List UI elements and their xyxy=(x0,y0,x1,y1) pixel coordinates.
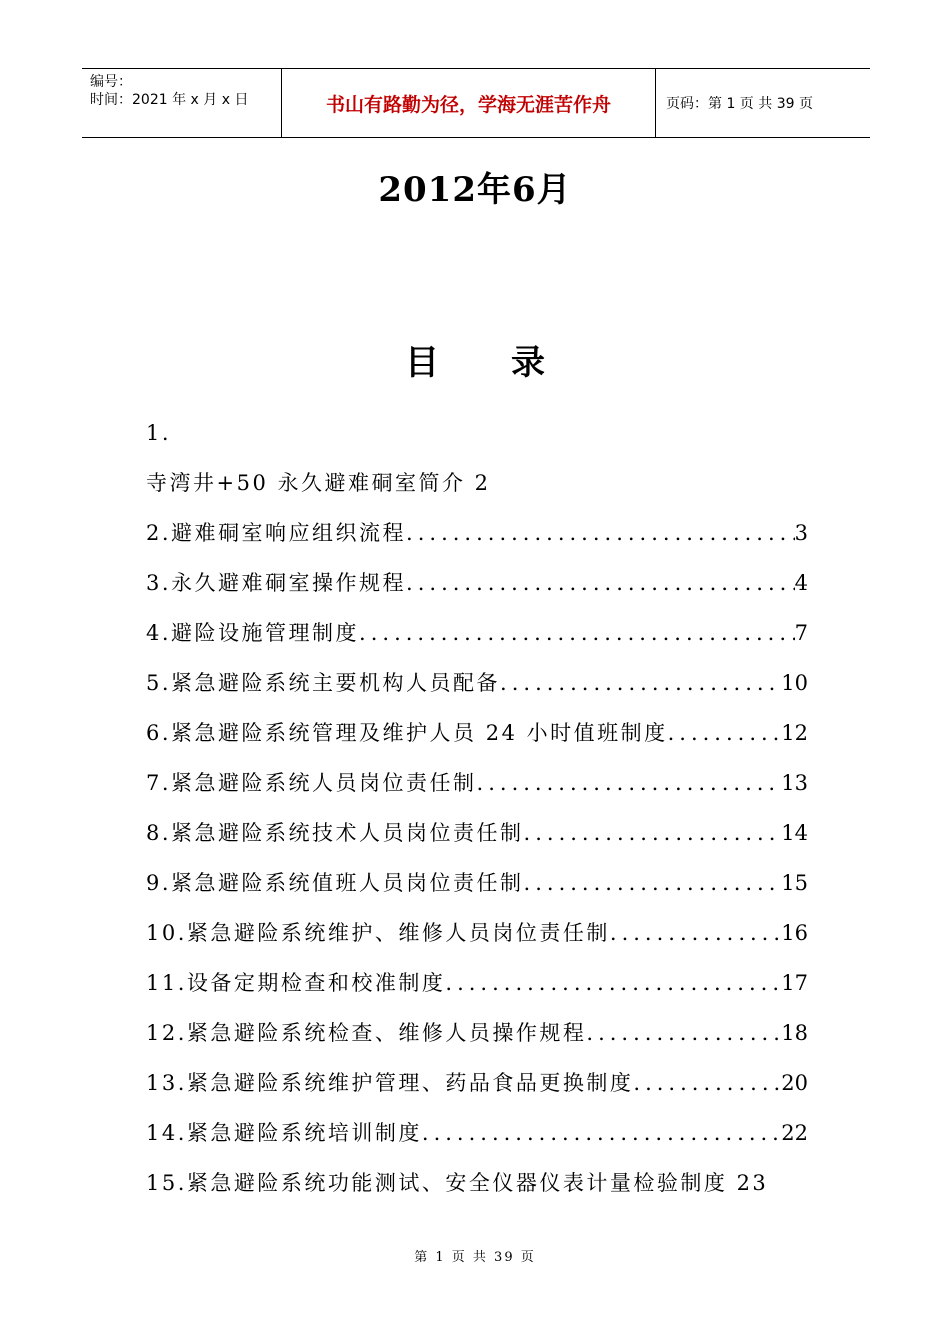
toc-entry-text: 13.紧急避险系统维护管理、药品食品更换制度 xyxy=(146,1071,634,1095)
header-meta xyxy=(82,69,281,137)
toc-page-number: 3 xyxy=(794,521,808,545)
toc-page-number: 10 xyxy=(781,671,808,695)
toc-entry[interactable] xyxy=(146,563,808,613)
toc-entry[interactable] xyxy=(146,963,808,1013)
toc-page-number: 20 xyxy=(781,1071,808,1095)
toc-entry[interactable] xyxy=(146,513,808,563)
toc-leader-dots xyxy=(445,963,781,1013)
toc-title-char-2: 录 xyxy=(511,343,545,383)
toc-page-number: 22 xyxy=(781,1121,808,1145)
date-title: 2012年6月 xyxy=(378,170,572,210)
toc-entry[interactable] xyxy=(146,713,808,763)
toc-page-number: 16 xyxy=(781,921,808,945)
toc-entry-text: 8.紧急避险系统技术人员岗位责任制 xyxy=(146,821,524,845)
toc-entry-15[interactable] xyxy=(146,1163,808,1213)
toc-leader-dots xyxy=(668,713,782,763)
toc-leader-dots xyxy=(633,1063,781,1113)
toc-entry[interactable] xyxy=(146,663,808,713)
toc-leader-dots xyxy=(422,1113,781,1163)
header-motto: 书山有路勤为径，学海无涯苦作舟 xyxy=(281,69,656,137)
number-label: 编号： xyxy=(90,74,132,90)
toc-entry-number-text: 1. xyxy=(146,421,172,445)
time-label: 时间：2021 年 x 月 x 日 xyxy=(90,92,249,108)
table-of-contents xyxy=(146,413,808,1213)
toc-entry-text: 5.紧急避险系统主要机构人员配备 xyxy=(146,671,501,695)
toc-leader-dots xyxy=(359,613,795,663)
toc-entry-text: 3.永久避难硐室操作规程 xyxy=(146,571,407,595)
toc-leader-dots xyxy=(406,513,795,563)
toc-entry-text: 11.设备定期检查和校准制度 xyxy=(146,971,446,995)
toc-leader-dots xyxy=(586,1013,781,1063)
toc-entry[interactable] xyxy=(146,1063,808,1113)
toc-leader-dots xyxy=(524,813,782,863)
toc-page-number: 4 xyxy=(794,571,808,595)
toc-entry[interactable] xyxy=(146,813,808,863)
toc-entry[interactable] xyxy=(146,863,808,913)
toc-entry[interactable] xyxy=(146,613,808,663)
toc-entry[interactable] xyxy=(146,1113,808,1163)
toc-entry[interactable] xyxy=(146,1013,808,1063)
toc-title xyxy=(0,335,950,384)
toc-page-number: 13 xyxy=(781,771,808,795)
toc-entry-text: 2.避难硐室响应组织流程 xyxy=(146,521,407,545)
toc-page-number: 14 xyxy=(781,821,808,845)
toc-leader-dots xyxy=(406,563,795,613)
toc-page-number: 12 xyxy=(781,721,808,745)
toc-entry-text: 寺湾井+50 永久避难硐室简介 2 xyxy=(146,471,491,495)
toc-page-number: 15 xyxy=(781,871,808,895)
toc-page-number: 17 xyxy=(781,971,808,995)
toc-entry-text: 6.紧急避险系统管理及维护人员 24 小时值班制度 xyxy=(146,721,668,745)
toc-leader-dots xyxy=(477,763,782,813)
toc-entry-text: 15.紧急避险系统功能测试、安全仪器仪表计量检验制度 23 xyxy=(146,1171,769,1195)
header-page-info: 页码：第 1 页 共 39 页 xyxy=(666,96,813,112)
toc-page-number: 7 xyxy=(794,621,808,645)
toc-entry-text: 4.避险设施管理制度 xyxy=(146,621,360,645)
toc-leader-dots xyxy=(524,863,782,913)
toc-title-char-1: 目 xyxy=(405,343,439,383)
toc-entry-text: 12.紧急避险系统检查、维修人员操作规程 xyxy=(146,1021,587,1045)
toc-entry-text: 14.紧急避险系统培训制度 xyxy=(146,1121,422,1145)
toc-entry[interactable] xyxy=(146,913,808,963)
page-footer: 第 1 页 共 39 页 xyxy=(414,1250,536,1265)
toc-leader-dots xyxy=(500,663,781,713)
toc-entry-number xyxy=(146,413,808,463)
toc-entry-1[interactable] xyxy=(146,463,808,513)
toc-entry-text: 10.紧急避险系统维护、维修人员岗位责任制 xyxy=(146,921,610,945)
toc-leader-dots xyxy=(610,913,781,963)
toc-page-number: 18 xyxy=(781,1021,808,1045)
toc-entry[interactable] xyxy=(146,763,808,813)
page-header xyxy=(82,68,870,138)
toc-entry-text: 9.紧急避险系统值班人员岗位责任制 xyxy=(146,871,524,895)
toc-entry-text: 7.紧急避险系统人员岗位责任制 xyxy=(146,771,477,795)
